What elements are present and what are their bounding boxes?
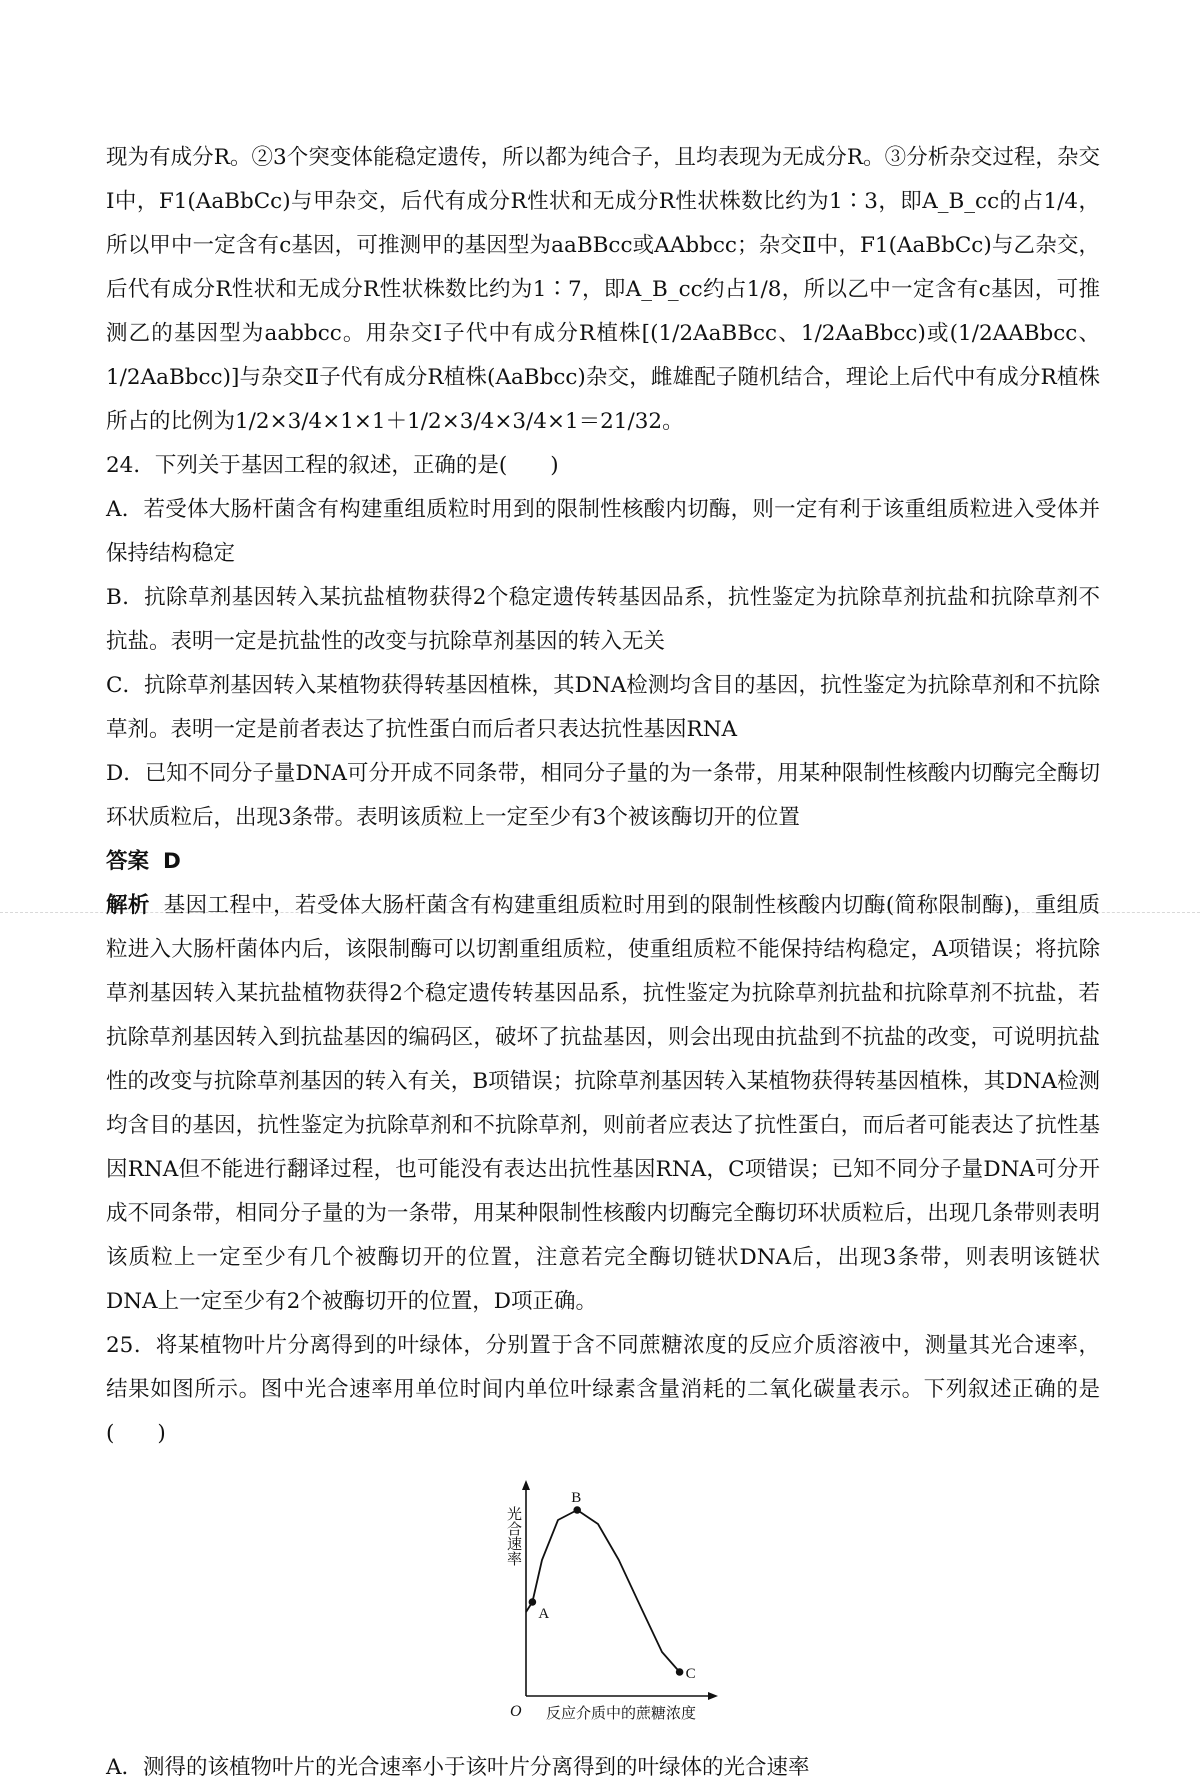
answer-value: D [163,849,181,874]
data-label-a: A [538,1606,550,1622]
figure-photosynthesis-chart [106,1456,1100,1746]
question-25-stem: 25．将某植物叶片分离得到的叶绿体，分别置于含不同蔗糖浓度的反应介质溶液中，测量其光合速率，结果如图所示。图中光合速率用单位时间内单位叶绿素含量消耗的二氧化碳量表示。下列叙述正确的是( ) [106,1333,1100,1446]
x-axis-arrow [708,1692,718,1700]
analysis-paragraph [106,884,1100,1324]
analysis-text: 基因工程中，若受体大肠杆菌含有构建重组质粒时用到的限制性核酸内切酶(简称限制酶)，重组质粒进入大肠杆菌体内后，该限制酶可以切割重组质粒，使重组质粒不能保持结构稳定，A项错误；将抗除草剂基因转入某抗盐植物获得2个稳定遗传转基因品系，抗性鉴定为抗除草剂抗盐和抗除草剂不抗盐，若抗除草剂基因转入到抗盐基因的编码区，破坏了抗盐基因，则会出现由抗盐到不抗盐的改变，可说明抗盐性的改变与抗除草剂基因的转入有关，B项错误；抗除草剂基因转入某植物获得转基因植株，其DNA检测均含目的基因，抗性鉴定为抗除草剂和不抗除草剂，则前者应表达了抗性蛋白，而后者可能表达了抗性基因RNA但不能进行翻译过程，也可能没有表达出抗性基因RNA，C项错误；已知不同分子量DNA可分开成不同条带，相同分子量的为一条带，用某种限制性核酸内切酶完全酶切环状质粒后，出现几条带则表明该质粒上一定至少有几个被酶切开的位置，注意若完全酶切链状DNA后，出现3条带，则表明该链状DNA上一定至少有2个被酶切开的位置，D项正确。 [106,893,1100,1314]
question-25-option-a: A．测得的该植物叶片的光合速率小于该叶片分离得到的叶绿体的光合速率 [106,1755,810,1780]
answer-label: 答案 [106,849,150,874]
chart-svg [106,1456,1100,1746]
y-axis-label: 光合速率 [505,1506,523,1566]
origin-label: O [510,1703,522,1720]
data-point-b [573,1506,581,1514]
question-24-option-a: A．若受体大肠杆菌含有构建重组质粒时用到的限制性核酸内切酶，则一定有利于该重组质粒进入受体并保持结构稳定 [106,497,1100,566]
question-24-option-c: C．抗除草剂基因转入某植物获得转基因植株，其DNA检测均含目的基因，抗性鉴定为抗除草剂和不抗除草剂。表明一定是前者表达了抗性蛋白而后者只表达抗性基因RNA [106,673,1100,742]
analysis-label: 解析 [106,893,150,918]
series-line [526,1510,680,1672]
data-label-c: C [685,1666,696,1682]
y-axis-arrow [522,1480,530,1490]
question-24-option-b: B．抗除草剂基因转入某抗盐植物获得2个稳定遗传转基因品系，抗性鉴定为抗除草剂抗盐和抗除草剂不抗盐。表明一定是抗盐性的改变与抗除草剂基因的转入无关 [106,585,1100,654]
data-point-c [676,1668,684,1676]
question-24-stem: 24．下列关于基因工程的叙述，正确的是( ) [106,453,559,478]
question-24-option-d: D．已知不同分子量DNA可分开成不同条带，相同分子量的为一条带，用某种限制性核酸内切酶完全酶切环状质粒后，出现3条带。表明该质粒上一定至少有3个被该酶切开的位置 [106,761,1100,830]
answer-line [106,840,1100,884]
paragraph-q23-analysis-continued: 现为有成分R。②3个突变体能稳定遗传，所以都为纯合子，且均表现为无成分R。③分析杂交过程，杂交Ⅰ中，F1(AaBbCc)与甲杂交，后代有成分R性状和无成分R性状株数比约为1∶3，即A_B_cc的占1/4，所以甲中一定含有c基因，可推测甲的基因型为aaBBcc或AAbbcc；杂交Ⅱ中，F1(AaBbCc)与乙杂交，后代有成分R性状和无成分R性状株数比约为1∶7，即A_B_cc约占1/8，所以乙中一定含有c基因，可推测乙的基因型为aabbcc。用杂交Ⅰ子代中有成分R植株[(1/2AaBBcc、1/2AaBbcc)或(1/2AABbcc、1/2AaBbcc)]与杂交Ⅱ子代有成分R植株(AaBbcc)杂交，雌雄配子随机结合，理论上后代中有成分R植株所占的比例为1/2×3/4×1×1＋1/2×3/4×3/4×1＝21/32。 [106,145,1100,434]
data-point-a [529,1598,537,1606]
document-page [106,136,1100,1790]
x-axis-label: 反应介质中的蔗糖浓度 [546,1704,697,1722]
data-label-b: B [571,1490,582,1506]
